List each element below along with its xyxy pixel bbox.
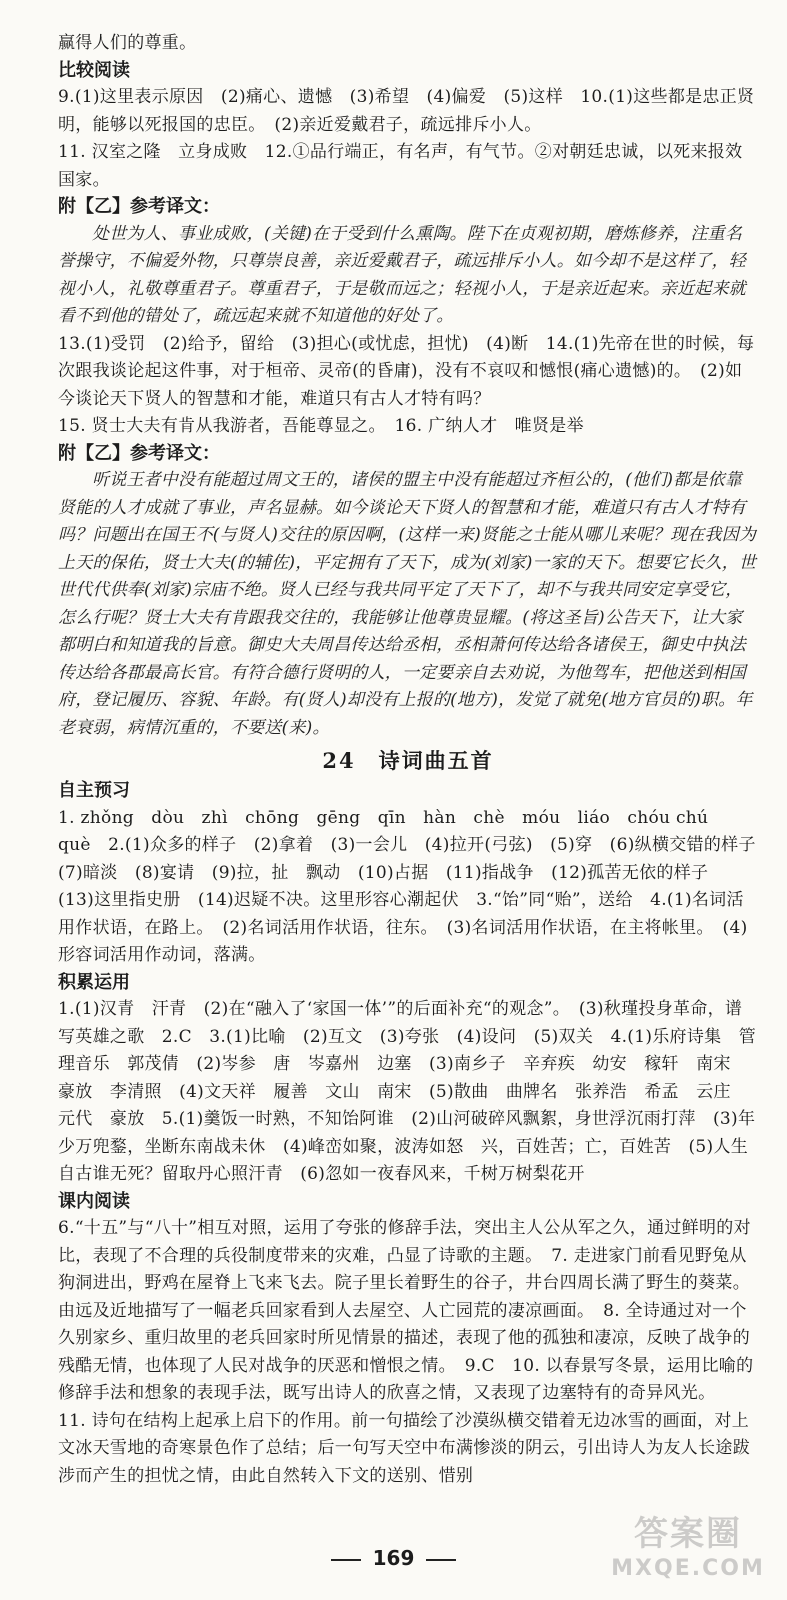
section-heading: 比较阅读 bbox=[58, 59, 130, 81]
chapter-title: 24 诗词曲五首 bbox=[322, 748, 494, 773]
watermark-bottom: MXQE.COM bbox=[611, 1556, 765, 1581]
section-heading: 积累运用 bbox=[58, 971, 130, 993]
answer-paragraph: 13.(1)受罚 (2)给予，留给 (3)担心(或忧虑，担忧) (4)断 14.(1)先帝在世的时候，每次跟我谈论起这件事，对于桓帝、灵帝(的昏庸)，没有不哀叹和憾恨(痛心遗憾)的。 (2)如今谈论天下贤人的智慧和才能，难道只有古人才特有吗？ bbox=[58, 333, 755, 409]
section-heading: 课内阅读 bbox=[58, 1190, 130, 1212]
document-body bbox=[58, 30, 774, 1490]
answer-paragraph: 11. 诗句在结构上起承上启下的作用。前一句描绘了沙漠纵横交错着无边冰雪的画面，对上文冰天雪地的奇寒景色作了总结；后一句写天空中布满惨淡的阴云，引出诗人为友人长途跋涉而产生的担忧之情，由此自然转入下文的送别、惜别 bbox=[58, 1410, 750, 1486]
section-heading: 自主预习 bbox=[58, 780, 130, 801]
page-number-text: 169 bbox=[372, 1546, 415, 1570]
answer-paragraph: 6.“十五”与“八十”相互对照，运用了夸张的修辞手法，突出主人公从军之久，通过鲜明的对比，表现了不合理的兵役制度带来的灾难，凸显了诗歌的主题。 7. 走进家门前看见野兔从狗洞进出，野鸡在屋脊上飞来飞去。院子里长着野生的谷子，井台四周长满了野生的葵菜。由远及近地描写了一幅老兵回家看到人去屋空、人亡园荒的凄凉画面。 8. 全诗通过对一个久别家乡、重归故里的老兵回家时所见情景的描述，表现了他的孤独和凄凉，反映了战争的残酷无情，也体现了人民对战争的厌恶和憎恨之情。 9.C 10. 以春景写冬景，运用比喻的修辞手法和想象的表现手法，既写出诗人的欣喜之情，又表现了边塞特有的奇异风光。 bbox=[58, 1218, 754, 1403]
translation-paragraph: 听说王者中没有能超过周文王的，诸侯的盟主中没有能超过齐桓公的，(他们)都是依靠贤能的人才成就了事业，声名显赫。如今谈论天下贤人的智慧和才能，难道只有古人才特有吗？问题出在国王不(与贤人)交往的原因啊，(这样一来)贤能之士能从哪儿来呢？现在我因为上天的保佑，贤士大夫(的辅佐)，平定拥有了天下，成为(刘家)一家的天下。想要它长久，世世代代供奉(刘家)宗庙不绝。贤人已经与我共同平定了天下了，却不与我共同安定享受它，怎么行呢？贤士大夫有肯跟我交往的，我能够让他尊贵显耀。(将这圣旨)公告天下，让大家都明白和知道我的旨意。御史大夫周昌传达给丞相，丞相萧何传达给各诸侯王，御史中执法传达给各郡最高长官。有符合德行贤明的人，一定要亲自去劝说，为他驾车，把他送到相国府，登记履历、容貌、年龄。有(贤人)却没有上报的(地方)，发觉了就免(地方官员的)职。年老衰弱，病情沉重的，不要送(来)。 bbox=[58, 470, 757, 738]
answer-paragraph: 赢得人们的尊重。 bbox=[58, 33, 197, 53]
answer-paragraph: 1.(1)汉青 汗青 (2)在“融入了‘家国一体’”的后面补充“的观念”。 (3)秋瑾投身革命，谱写英雄之歌 2.C 3.(1)比喻 (2)互文 (3)夸张 (4)设问 (5)双关 4.(1)乐府诗集 管理音乐 郭茂倩 (2)岑参 唐 岑嘉州 边塞 (3)南乡子 辛弃疾 幼安 稼轩 南宋 豪放 李清照 (4)文天祥 履善 文山 南宋 (5)散曲 曲牌名 张养浩 希孟 云庄 元代 豪放 5.(1)羹饭一时熟，不知饴阿谁 (2)山河破碎风飘絮，身世浮沉雨打萍 (3)年少万兜鍪，坐断东南战未休 (4)峰峦如聚，波涛如怒 兴，百姓苦；亡，百姓苦 (5)人生自古谁无死？留取丹心照汗青 (6)忽如一夜春风来，千树万树梨花开 bbox=[58, 999, 757, 1184]
answer-paragraph: 9.(1)这里表示原因 (2)痛心、遗憾 (3)希望 (4)偏爱 (5)这样 10.(1)这些都是忠正贤明，能够以死报国的忠臣。 (2)亲近爱戴君子，疏远排斥小人。 bbox=[58, 87, 755, 135]
watermark-logo bbox=[603, 1512, 773, 1592]
page-number-dash-left bbox=[331, 1559, 361, 1561]
section-heading: 附【乙】参考译文： bbox=[58, 196, 220, 217]
section-heading: 附【乙】参考译文： bbox=[58, 442, 220, 464]
answer-paragraph: 15. 贤士大夫有肯从我游者，吾能尊显之。 16. 广纳人才 唯贤是举 bbox=[58, 416, 584, 436]
translation-paragraph: 处世为人、事业成败，(关键)在于受到什么熏陶。陛下在贞观初期，磨炼修养，注重名誉操守，不偏爱外物，只尊崇良善，亲近爱戴君子，疏远排斥小人。如今却不是这样了，轻视小人，礼敬尊重君子。尊重君子，于是敬而远之；轻视小人，于是亲近起来。亲近起来就看不到他的错处了，疏远起来就不知道他的好处了。 bbox=[58, 223, 746, 326]
answer-paragraph: 11. 汉室之隆 立身成败 12.①品行端正，有名声，有气节。②对朝廷忠诚，以死来报效国家。 bbox=[58, 142, 743, 190]
answer-paragraph: 1. zhǒng dòu zhì chōng gēng qīn hàn chè móu liáo chóu chú què 2.(1)众多的样子 (2)拿着 (3)一会儿 (4)拉开(弓弦) (5)穿 (6)纵横交错的样子 (7)暗淡 (8)宴请 (9)拉，扯 飘动 (10)占据 (11)指战争 (12)孤苦无依的样子 (13)这里指史册 (14)迟疑不决。这里形容心潮起伏 3.“饴”同“贻”，送给 4.(1)名词活用作状语，在路上。 (2)名词活用作状语，往东。 (3)名词活用作状语，在主将帐里。 (4)形容词活用作动词，落满。 bbox=[58, 807, 774, 965]
watermark-top: 答案圈 bbox=[634, 1514, 742, 1554]
page-number-dash-right bbox=[426, 1559, 456, 1561]
